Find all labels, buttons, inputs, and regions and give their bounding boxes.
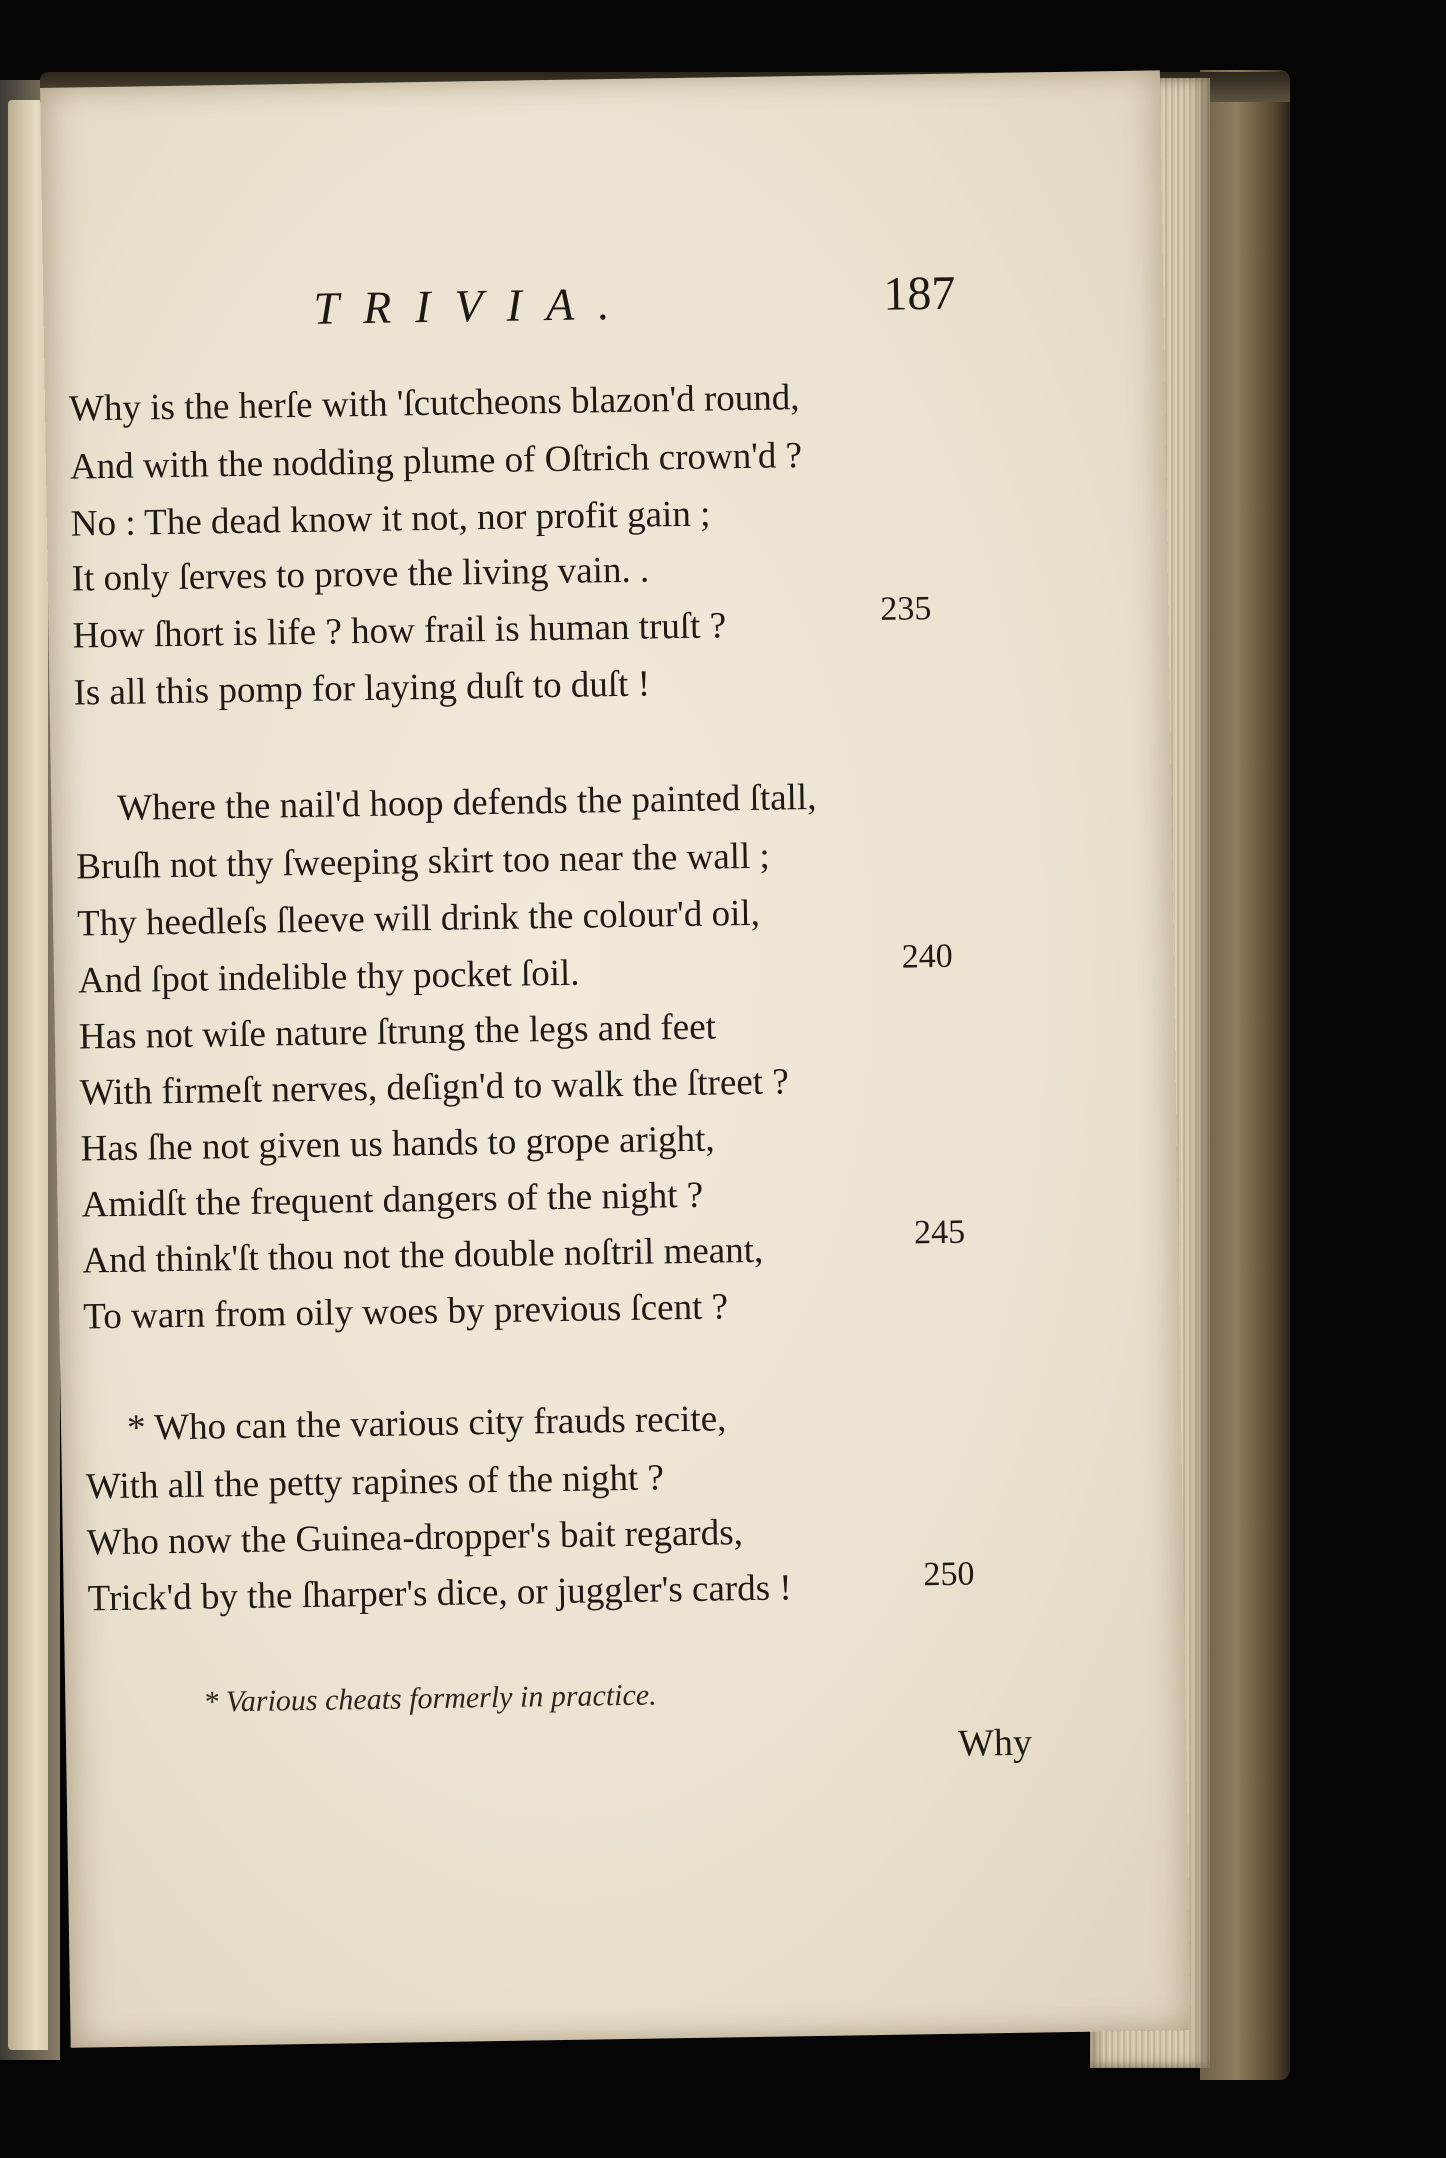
left-page-edge [8,100,48,2050]
verse-line: Thy heedleſs ſleeve will drink the colour'd oil, [76,892,761,945]
verse-line: Why is the herſe with 'ſcutcheons blazon'd round, [68,377,800,430]
verse-line: Has ſhe not given us hands to grope aright, [80,1118,715,1170]
verse-line: Who now the Guinea-dropper's bait regards, [86,1512,744,1564]
footnote: * Various cheats formerly in practice. [203,1678,657,1719]
verse-line: To warn from oily woes by previous ſcent ? [82,1286,729,1338]
verse-line: Bruſh not thy ſweeping skirt too near the wall ; [75,835,771,888]
line-number: 235 [880,590,932,628]
verse-line: * Who can the various city frauds recite, [126,1398,727,1449]
verse-line: With firmeſt nerves, deſign'd to walk the ſtreet ? [79,1061,790,1114]
running-header: TRIVIA. [313,277,634,334]
verse-line: Is all this pomp for laying duſt to duſt ! [73,663,651,714]
book-cover-right [1200,70,1290,2080]
verse-line: And with the nodding plume of Oſtrich crown'd ? [69,435,803,488]
verse-line: It only ſerves to prove the living vain. . [71,549,650,600]
verse-line: Where the nail'd hoop defends the painted ſtall, [117,776,817,829]
line-number: 245 [913,1213,966,1252]
verse-line: And ſpot indelible thy pocket ſoil. [77,952,580,1002]
catchword: Why [957,1721,1033,1765]
line-number: 250 [923,1555,975,1594]
verse-line: And think'ſt thou not the double noſtril meant, [82,1229,764,1282]
line-number: 240 [901,937,954,976]
page-number: 187 [882,266,956,321]
verse-line: How ſhort is life ? how frail is human truſt ? [72,605,727,657]
verse-line: Has not wiſe nature ſtrung the legs and feet [78,1006,717,1058]
verse-line: No : The dead know it not, nor profit gain ; [70,493,711,545]
book-page [40,70,1191,2047]
verse-line: Amidſt the frequent dangers of the night ? [81,1174,704,1226]
verse-line: Trick'd by the ſharper's dice, or juggler's cards ! [87,1567,792,1620]
verse-line: With all the petty rapines of the night ? [85,1457,665,1508]
